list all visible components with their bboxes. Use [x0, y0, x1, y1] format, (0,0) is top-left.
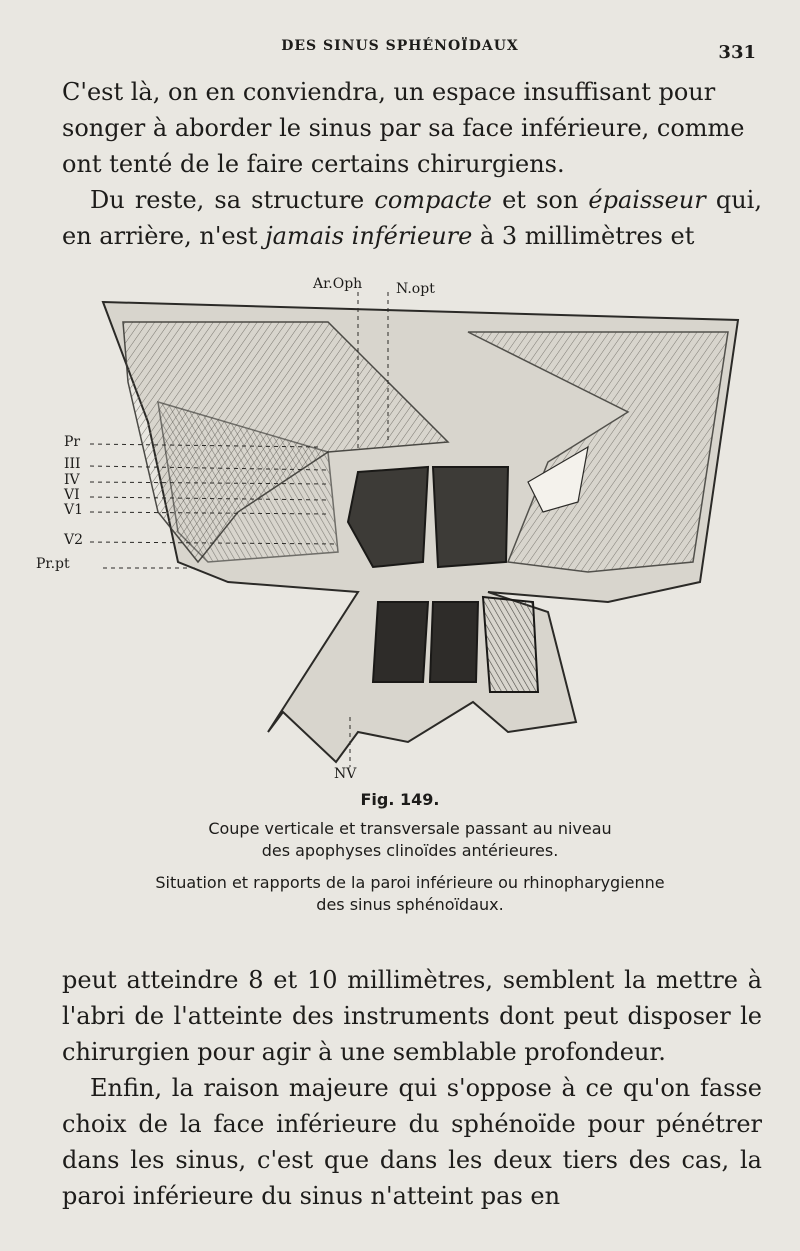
- anatomical-figure: [28, 262, 778, 792]
- paragraph-line: songer à aborder le sinus par sa face inférieure, comme: [62, 114, 745, 142]
- page-number: 331: [718, 42, 756, 63]
- running-title: DES SINUS SPHÉNOÏDAUX: [281, 38, 519, 54]
- paragraph-line: ont tenté de le faire certains chirurgiens.: [62, 150, 565, 178]
- paragraph-line: C'est là, on en conviendra, un espace insuffisant pour: [62, 78, 716, 106]
- paragraph-2: Du reste, sa structure compacte et son épaisseur qui, en arrière, n'est jamais inférieure à 3 millimètres et: [62, 186, 762, 250]
- label-n-opt: N.opt: [396, 281, 435, 297]
- label-iv: IV: [64, 472, 80, 488]
- caption-line: des apophyses clinoïdes antérieures.: [261, 841, 559, 860]
- figure-number: Fig. 149.: [360, 790, 440, 809]
- label-iii: III: [64, 456, 81, 472]
- running-head: [0, 38, 800, 62]
- paragraph-4: Enfin, la raison majeure qui s'oppose à ce qu'on fasse choix de la face inférieure du sphénoïde pour pénétrer dans les sinus, c'est que dans les deux tiers des cas, la paroi inférieure du sinus n'atteint pas en: [62, 1074, 762, 1210]
- caption-line: Coupe verticale et transversale passant au niveau: [208, 819, 612, 838]
- label-v1: V1: [64, 502, 84, 518]
- figure-caption-detail: [80, 872, 740, 916]
- label-pr: Pr: [64, 434, 81, 450]
- label-ar-oph: Ar.Oph: [313, 276, 363, 292]
- caption-line: des sinus sphénoïdaux.: [316, 895, 504, 914]
- sphenoid-section-drawing: [28, 262, 778, 792]
- caption-line: Situation et rapports de la paroi inférieure ou rhinopharygienne: [155, 873, 665, 892]
- body-text-bottom: [62, 962, 762, 1214]
- label-v2: V2: [64, 532, 84, 548]
- body-text-top: [62, 74, 762, 254]
- figure-caption-title: [80, 818, 740, 862]
- label-nv: NV: [334, 766, 357, 782]
- label-vi: VI: [64, 487, 80, 503]
- paragraph-3: peut atteindre 8 et 10 millimètres, semblent la mettre à l'abri de l'atteinte des instruments dont peut disposer le chirurgien pour agir à une semblable profondeur.: [62, 966, 762, 1066]
- label-pr-pt: Pr.pt: [36, 556, 70, 572]
